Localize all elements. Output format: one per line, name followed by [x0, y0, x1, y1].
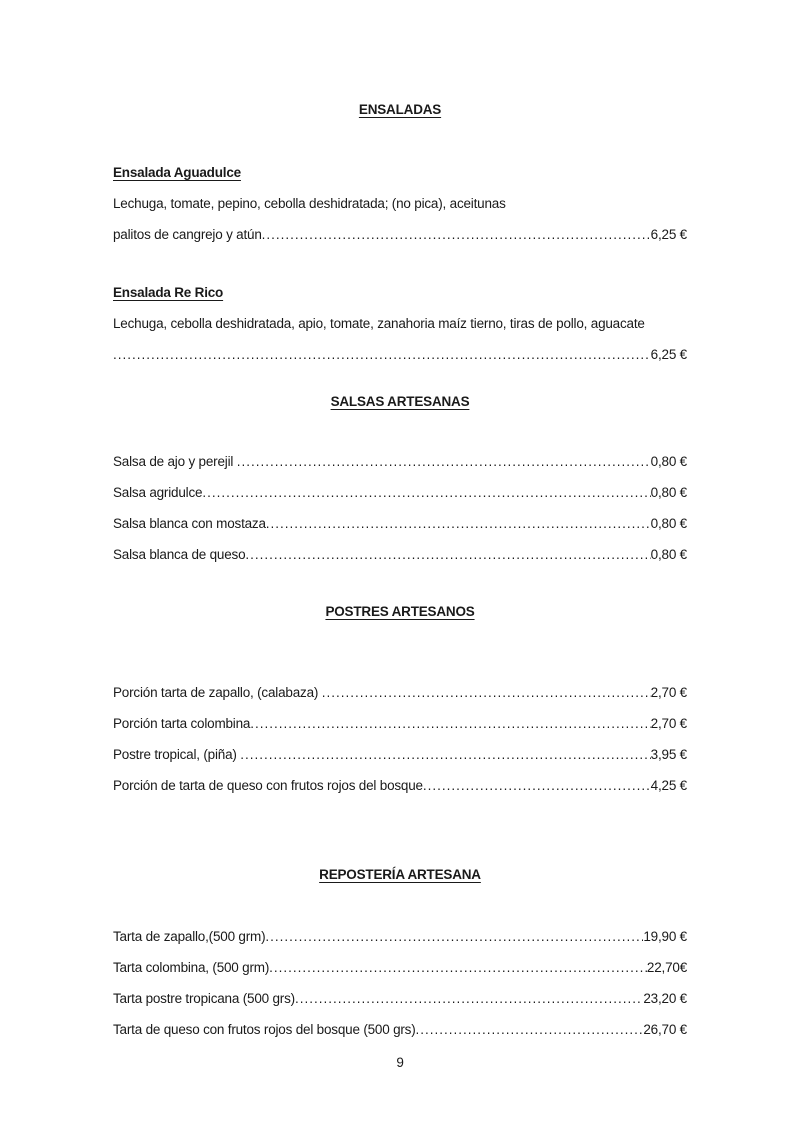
price-row — [113, 339, 687, 370]
menu-item-name: Ensalada Aguadulce — [113, 165, 241, 180]
dot-leader — [240, 739, 650, 770]
menu-item-label: Salsa blanca con mostaza — [113, 516, 266, 531]
price-row — [113, 477, 687, 508]
section-ensaladas — [113, 94, 687, 370]
dot-leader — [416, 1014, 644, 1045]
dot-leader — [269, 952, 647, 983]
menu-item-price: 4,25 € — [650, 778, 687, 793]
section-postres — [113, 596, 687, 801]
dot-leader — [113, 339, 651, 370]
menu-item-label: Salsa de ajo y perejil — [113, 454, 237, 469]
menu-item-price: 0,80 € — [650, 547, 687, 562]
menu-item-price: 23,20 € — [643, 991, 687, 1006]
menu-item-price: 2,70 € — [650, 716, 687, 731]
dot-leader — [250, 708, 650, 739]
section-title: ENSALADAS — [358, 102, 442, 117]
dot-leader — [322, 677, 651, 708]
dot-leader — [295, 983, 643, 1014]
menu-item-price: 6,25 € — [650, 227, 687, 242]
menu-item-label: Porción de tarta de queso con frutos rojos del bosque — [113, 778, 423, 793]
section-salsas — [113, 386, 687, 570]
menu-item-label: Salsa agridulce — [113, 485, 203, 500]
menu-item-price: 0,80 € — [650, 485, 687, 500]
section-title: POSTRES ARTESANOS — [325, 604, 475, 619]
dot-leader — [245, 539, 650, 570]
menu-item-label: palitos de cangrejo y atún — [113, 227, 262, 242]
menu-item-price: 2,70 € — [650, 685, 687, 700]
dot-leader — [266, 508, 651, 539]
menu-item-price: 0,80 € — [650, 516, 687, 531]
menu-item-price: 26,70 € — [643, 1022, 687, 1037]
price-row — [113, 677, 687, 708]
page-number: 9 — [396, 1055, 404, 1070]
section-reposteria — [113, 859, 687, 1045]
menu-item-name: Ensalada Re Rico — [113, 285, 224, 300]
price-row — [113, 921, 687, 952]
menu-item — [113, 277, 687, 370]
price-row — [113, 708, 687, 739]
dot-leader — [262, 219, 651, 250]
menu-item-label: Tarta postre tropicana (500 grs) — [113, 991, 295, 1006]
section-title: REPOSTERÍA ARTESANA — [319, 867, 481, 882]
dot-leader — [237, 446, 651, 477]
menu-item-label: Porción tarta colombina — [113, 716, 251, 731]
menu-item-label: Tarta de queso con frutos rojos del bosque (500 grs) — [113, 1022, 416, 1037]
menu-item-price: 22,70€ — [646, 960, 687, 975]
price-row — [113, 446, 687, 477]
menu-item-label: Tarta de zapallo,(500 grm) — [113, 929, 266, 944]
price-row — [113, 219, 687, 250]
menu-item-price: 0,80 € — [650, 454, 687, 469]
menu-item-price: 19,90 € — [643, 929, 687, 944]
menu-item-description: Lechuga, tomate, pepino, cebolla deshidratada; (no pica), aceitunas — [113, 196, 506, 211]
price-row — [113, 539, 687, 570]
menu-item-label: Postre tropical, (piña) — [113, 747, 241, 762]
dot-leader — [265, 921, 643, 952]
menu-item-label: Porción tarta de zapallo, (calabaza) — [113, 685, 322, 700]
menu-item-description: Lechuga, cebolla deshidratada, apio, tomate, zanahoria maíz tierno, tiras de pollo, aguacate — [113, 316, 645, 331]
menu-item-label: Tarta colombina, (500 grm) — [113, 960, 270, 975]
price-row — [113, 739, 687, 770]
dot-leader — [202, 477, 650, 508]
price-row — [113, 770, 687, 801]
section-title: SALSAS ARTESANAS — [330, 394, 470, 409]
price-row — [113, 983, 687, 1014]
menu-item-price: 3,95 € — [650, 747, 687, 762]
menu-item-label: Salsa blanca de queso — [113, 547, 246, 562]
menu-item — [113, 157, 687, 250]
dot-leader — [423, 770, 651, 801]
price-row — [113, 952, 687, 983]
menu-item-price: 6,25 € — [650, 347, 687, 362]
price-row — [113, 508, 687, 539]
price-row — [113, 1014, 687, 1045]
